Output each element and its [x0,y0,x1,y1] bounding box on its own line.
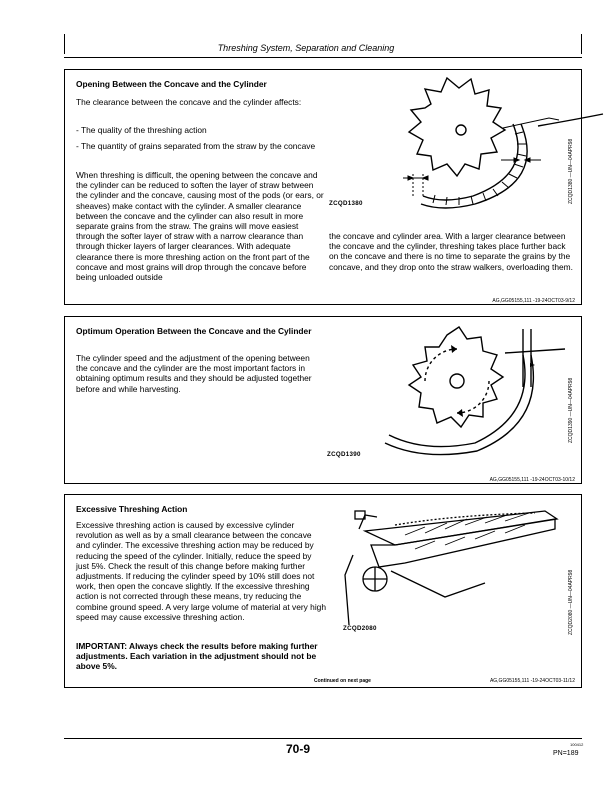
section-heading: Excessive Threshing Action [76,504,188,514]
paragraph: The cylinder speed and the adjustment of the opening between the concave and the cylinder are the most important factors in obtaining optimum results and they should be adjusted together before and while harvesting. [76,353,312,394]
paragraph: Excessive threshing action is caused by excessive cylinder revolution as well as by a small clearance between the concave and cylinder. The excessive threshing action may be reduced by reducing the speed of the cylinder. Initially, reduce the speed by just 5%. Check the result of this change before making further adjustments. If reducing the cylinder speed by 10% still does not work, then open the concave slightly. If the excessive threshing action is not corrected through these means, try reducing the combine ground speed. A very large volume of material at very high speed may cause excessive threshing action. [76,520,326,622]
section-concave-opening [64,69,582,305]
paragraph: - The quantity of grains separated from the straw by the concave [76,141,316,151]
footer-rule [64,738,582,739]
figure-side-label: ZCQD1390 —UN—04APR98 [568,377,574,443]
important-note: IMPORTANT: Always check the results before making further adjustments. Each variation in the adjustment should not be above 5%. [76,641,318,672]
reference-code: AG,GG05155,111 -19-24OCT03-9/12 [492,298,575,304]
paragraph: The clearance between the concave and the cylinder affects: [76,97,302,107]
paragraph-right-column: the concave and cylinder area. With a larger clearance between the concave and the cylinder, threshing takes place further back on the concave and there is no time to separate the grains by the concave, and they drop onto the straw walkers, overloading them. [329,231,573,272]
figure-code: ZCQD2080 [343,625,377,632]
figure-side-label: ZCQD1380 —UN—04APR98 [568,138,574,204]
footer-small-code: 100412 [570,742,584,747]
figure-cylinder-rotation [355,325,565,455]
figure-side-label: ZCQD2080 —UN—04APR98 [568,569,574,635]
reference-code: AG,GG05155,111 -19-24OCT03-10/12 [489,477,575,483]
figure-concave-cylinder [363,74,563,209]
section-excessive-threshing [64,494,582,688]
section-heading: Optimum Operation Between the Concave and the Cylinder [76,326,312,336]
figure-feeder-header [335,505,560,625]
reference-code: AG,GG05155,111 -19-24OCT03-11/12 [489,678,575,684]
figure-code: ZCQD1380 [329,200,363,207]
paragraph: - The quality of the threshing action [76,125,207,135]
footer-pn: PN=189 [553,750,579,757]
figure-code: ZCQD1390 [327,451,361,458]
paragraph: When threshing is difficult, the opening between the concave and the cylinder can be reduced to soften the layer of straw between the cylinder and the concave, causing most of the pods (or ears, or sheaves) make contact with the cylinder. A smaller clearance between the concave and the cylinder can also result in more separate grains from the straw. The grains will move easiest through the softer layer of straw with a narrow clearance than through thicker layers of larger clearances. With adequate clearance there is more threshing action on the front part of the concave and most grains will drop through the concave before being unloaded outside [76,170,324,283]
section-heading: Opening Between the Concave and the Cylinder [76,79,267,89]
page-header-title: Threshing System, Separation and Cleaning [217,43,395,53]
continued-note: Continued on next page [314,678,371,684]
section-optimum-operation [64,316,582,484]
page-number: 70-9 [286,742,311,756]
header-rule [64,57,582,58]
